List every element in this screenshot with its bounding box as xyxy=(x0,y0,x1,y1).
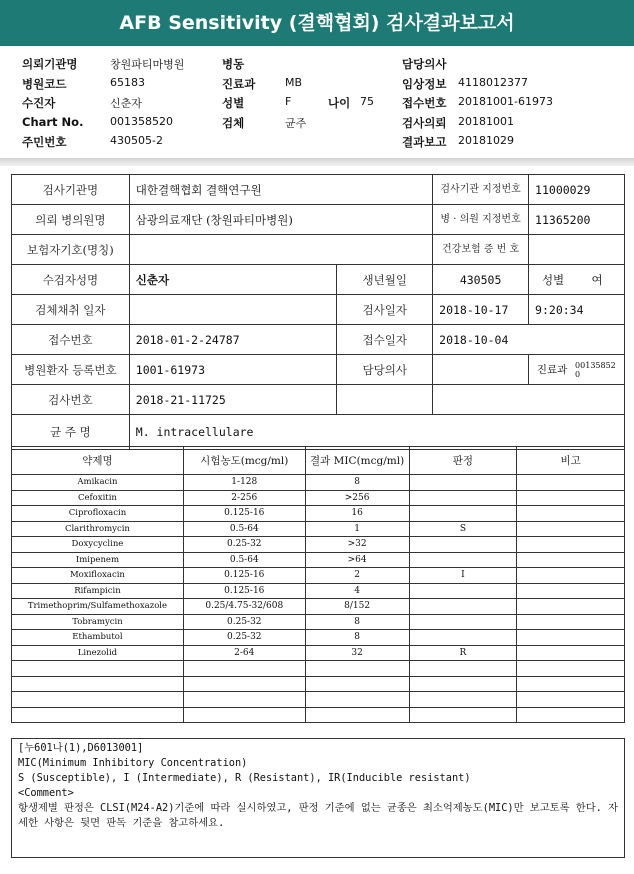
recv-no-label: 접수번호 xyxy=(12,325,130,355)
drug-table-cell: 2-256 xyxy=(183,490,305,506)
drug-table-cell xyxy=(12,676,184,692)
header-value: MB xyxy=(285,75,303,89)
notes-mic: MIC(Minimum Inhibitory Concentration) xyxy=(18,757,248,769)
drug-table-cell: 16 xyxy=(305,506,409,522)
hosp-value: 삼광의료재단 (창원파티마병원) xyxy=(129,205,432,235)
drug-table-cell: I xyxy=(409,568,517,584)
dept-cell xyxy=(529,355,625,385)
patient-value: 신춘자 xyxy=(129,265,337,295)
drug-table-cell xyxy=(517,599,625,615)
reg-no-label: 병원환자 등록번호 xyxy=(12,355,130,385)
drug-table-cell xyxy=(517,537,625,553)
header-value: 균주 xyxy=(285,116,307,130)
test-date-value: 2018-10-17 xyxy=(433,295,529,325)
drug-table-cell xyxy=(517,568,625,584)
header-key: 담당의사 xyxy=(402,57,447,71)
drug-table-cell: 0.125-16 xyxy=(183,506,305,522)
drug-table-cell xyxy=(12,692,184,708)
drug-table-cell xyxy=(305,661,409,677)
header-value: 신춘자 xyxy=(110,97,142,110)
drug-table-cell xyxy=(517,645,625,661)
hosp-no-value: 11365200 xyxy=(529,205,625,235)
header-value: 20181001 xyxy=(458,114,514,128)
recv-date-label: 접수일자 xyxy=(337,325,433,355)
drug-table-cell: 0.25-32 xyxy=(183,614,305,630)
table-row xyxy=(12,676,625,692)
sex-label: 성별 xyxy=(541,272,565,287)
table-row xyxy=(12,614,625,630)
notes-code: [누601나(1),D6013001] xyxy=(18,742,144,754)
drug-table-cell xyxy=(517,506,625,522)
drug-table-cell: Tobramycin xyxy=(12,614,184,630)
drug-table-cell: >64 xyxy=(305,552,409,568)
header-value: 20181029 xyxy=(458,134,514,147)
drug-table-cell xyxy=(517,707,625,723)
header-value: 창원파티마병원 xyxy=(110,58,185,71)
header-key: 임상정보 xyxy=(402,76,447,91)
drug-table-cell: S xyxy=(409,521,517,537)
insurer-value xyxy=(129,235,432,265)
test-no-value: 2018-21-11725 xyxy=(129,385,337,415)
drug-table-cell: Linezolid xyxy=(12,645,184,661)
drug-table-cell: 0.25-32 xyxy=(183,537,305,553)
table-row xyxy=(12,692,625,708)
health-value xyxy=(529,235,625,265)
drug-table-cell xyxy=(409,630,517,646)
health-label: 건강보험 증 번 호 xyxy=(433,235,529,265)
drug-table-cell: Trimethoprim/Sulfamethoxazole xyxy=(12,599,184,615)
header-key: 수진자 xyxy=(22,96,56,110)
table-row xyxy=(12,599,625,615)
recv-date-value: 2018-10-04 xyxy=(433,325,625,355)
table-row xyxy=(12,475,625,491)
table-row xyxy=(12,568,625,584)
sex-value: 여 xyxy=(591,272,603,287)
table-row xyxy=(12,583,625,599)
drug-table-cell xyxy=(517,583,625,599)
drug-table-cell xyxy=(305,707,409,723)
table-row xyxy=(12,552,625,568)
header-key: 병동 xyxy=(222,57,245,71)
drug-table-cell xyxy=(12,661,184,677)
drug-table-cell xyxy=(409,614,517,630)
drug-table-cell xyxy=(409,583,517,599)
inst-value: 대한결핵협회 결핵연구원 xyxy=(129,175,432,205)
drug-table-cell xyxy=(409,537,517,553)
notes-legend: S (Susceptible), I (Intermediate), R (Resistant), IR(Inducible resistant) xyxy=(18,772,471,784)
drug-table-cell xyxy=(183,661,305,677)
drug-table-cell xyxy=(517,661,625,677)
organism-value: M. intracellulare xyxy=(129,415,624,450)
header-key: 검사의뢰 xyxy=(402,115,447,130)
table-row xyxy=(12,645,625,661)
drug-table-cell: 8 xyxy=(305,614,409,630)
patient-label: 수검자성명 xyxy=(12,265,130,295)
drug-table-header: 비고 xyxy=(517,447,625,475)
header-divider xyxy=(0,158,634,166)
header-value: 4118012377 xyxy=(458,75,528,89)
drug-table-cell: 4 xyxy=(305,583,409,599)
table-row xyxy=(12,506,625,522)
header-value: F xyxy=(285,95,292,108)
drug-table-cell: 0.125-16 xyxy=(183,583,305,599)
drug-table-cell xyxy=(517,614,625,630)
drug-table-cell: 1-128 xyxy=(183,475,305,491)
drug-table-cell: 1 xyxy=(305,521,409,537)
drug-table-cell: Clarithromycin xyxy=(12,521,184,537)
inst-label: 검사기관명 xyxy=(12,175,130,205)
drug-table-cell xyxy=(409,676,517,692)
header-key: 병원코드 xyxy=(22,76,67,91)
drug-table-cell xyxy=(183,707,305,723)
test-time-value: 9:20:34 xyxy=(529,295,625,325)
table-row xyxy=(12,661,625,677)
drug-table-cell xyxy=(409,692,517,708)
notes-comment-label: <Comment> xyxy=(18,787,74,799)
drug-table-cell: >32 xyxy=(305,537,409,553)
drug-table-cell xyxy=(517,692,625,708)
drug-table-cell xyxy=(183,692,305,708)
empty-cell xyxy=(337,385,433,415)
drug-table-header: 시험농도(mcg/ml) xyxy=(183,447,305,475)
header-value: 001358520 xyxy=(110,114,173,128)
empty-cell xyxy=(433,385,625,415)
drug-table xyxy=(11,446,625,723)
table-row xyxy=(12,537,625,553)
drug-table-cell: 0.25/4.75-32/608 xyxy=(183,599,305,615)
drug-table-cell: Amikacin xyxy=(12,475,184,491)
report-title: AFB Sensitivity (결핵협회) 검사결과보고서 xyxy=(0,0,634,46)
inst-no-label: 검사기관 지정번호 xyxy=(433,175,529,205)
drug-table-cell: Ethambutol xyxy=(12,630,184,646)
drug-table-cell: Doxycycline xyxy=(12,537,184,553)
dob-value: 430505 xyxy=(433,265,529,295)
drug-table-cell: Ciprofloxacin xyxy=(12,506,184,522)
drug-table-cell xyxy=(517,676,625,692)
header-value: 75 xyxy=(360,95,374,108)
header-value: 65183 xyxy=(110,75,145,89)
drug-table-cell: >256 xyxy=(305,490,409,506)
table-row xyxy=(12,707,625,723)
drug-table-cell: 0.5-64 xyxy=(183,552,305,568)
reg-no-value: 1001-61973 xyxy=(129,355,337,385)
drug-table-cell xyxy=(409,552,517,568)
doctor-value xyxy=(433,355,529,385)
drug-table-cell xyxy=(517,552,625,568)
drug-table-cell: 8/152 xyxy=(305,599,409,615)
drug-table-header: 결과 MIC(mcg/ml) xyxy=(305,447,409,475)
drug-table-cell: 8 xyxy=(305,630,409,646)
hosp-no-label: 병 · 의원 지정번호 xyxy=(433,205,529,235)
drug-table-cell xyxy=(409,475,517,491)
drug-table-cell: 2-64 xyxy=(183,645,305,661)
insurer-label: 보험자기호(명칭) xyxy=(12,235,130,265)
dept-label: 진료과 xyxy=(536,363,568,376)
drug-table-cell xyxy=(517,490,625,506)
drug-table-cell xyxy=(409,506,517,522)
drug-table-header: 약제명 xyxy=(12,447,184,475)
drug-table-cell: 0.25-32 xyxy=(183,630,305,646)
header-value: 430505-2 xyxy=(110,134,163,147)
header-key: 검체 xyxy=(222,115,245,130)
drug-table-cell xyxy=(409,599,517,615)
organism-label: 균 주 명 xyxy=(12,415,130,450)
collect-value xyxy=(129,295,337,325)
report-header xyxy=(0,46,634,158)
inst-no-value: 11000029 xyxy=(529,175,625,205)
collect-label: 검체채취 일자 xyxy=(12,295,130,325)
notes-box xyxy=(11,738,625,858)
drug-table-cell: Imipenem xyxy=(12,552,184,568)
test-date-label: 검사일자 xyxy=(337,295,433,325)
header-key: 성별 xyxy=(222,96,245,110)
drug-table-cell: 0.5-64 xyxy=(183,521,305,537)
drug-table-cell xyxy=(517,630,625,646)
header-key: 주민번호 xyxy=(22,135,67,149)
drug-table-cell: 8 xyxy=(305,475,409,491)
drug-table-cell xyxy=(409,707,517,723)
drug-table-cell xyxy=(183,676,305,692)
header-key: 진료과 xyxy=(222,76,256,91)
notes-comment: 항생제별 판정은 CLSI(M24-A2)기준에 따라 실시하였고, 판정 기준에 없는 균종은 최소억제농도(MIC)만 보고토록 한다. 자세한 사항은 뒷면 판독 기준을 참고하세요. xyxy=(18,802,618,829)
dob-label: 생년월일 xyxy=(337,265,433,295)
header-value: 20181001-61973 xyxy=(458,95,553,108)
recv-no-value: 2018-01-2-24787 xyxy=(129,325,337,355)
drug-table-cell xyxy=(409,661,517,677)
info-table xyxy=(11,174,625,450)
drug-table-cell: Cefoxitin xyxy=(12,490,184,506)
drug-table-cell: 2 xyxy=(305,568,409,584)
drug-table-header: 판정 xyxy=(409,447,517,475)
drug-table-cell: 32 xyxy=(305,645,409,661)
table-row xyxy=(12,490,625,506)
sex-cell xyxy=(529,265,625,295)
header-key: Chart No. xyxy=(22,114,84,129)
header-key: 결과보고 xyxy=(402,135,447,149)
table-row xyxy=(12,521,625,537)
drug-table-cell: Moxifloxacin xyxy=(12,568,184,584)
doctor-label: 담당의사 xyxy=(337,355,433,385)
drug-table-cell: Rifampicin xyxy=(12,583,184,599)
drug-table-cell xyxy=(517,475,625,491)
drug-table-cell xyxy=(409,490,517,506)
test-no-label: 검사번호 xyxy=(12,385,130,415)
header-key: 접수번호 xyxy=(402,96,447,110)
drug-table-cell xyxy=(305,676,409,692)
header-key: 의뢰기관명 xyxy=(22,57,78,71)
drug-table-cell xyxy=(305,692,409,708)
header-key: 나이 xyxy=(328,96,351,110)
drug-table-cell: 0.125-16 xyxy=(183,568,305,584)
table-row xyxy=(12,630,625,646)
hosp-label: 의뢰 병의원명 xyxy=(12,205,130,235)
drug-table-cell xyxy=(12,707,184,723)
drug-table-cell: R xyxy=(409,645,517,661)
drug-table-cell xyxy=(517,521,625,537)
dept-value: 001358520 xyxy=(575,360,616,379)
